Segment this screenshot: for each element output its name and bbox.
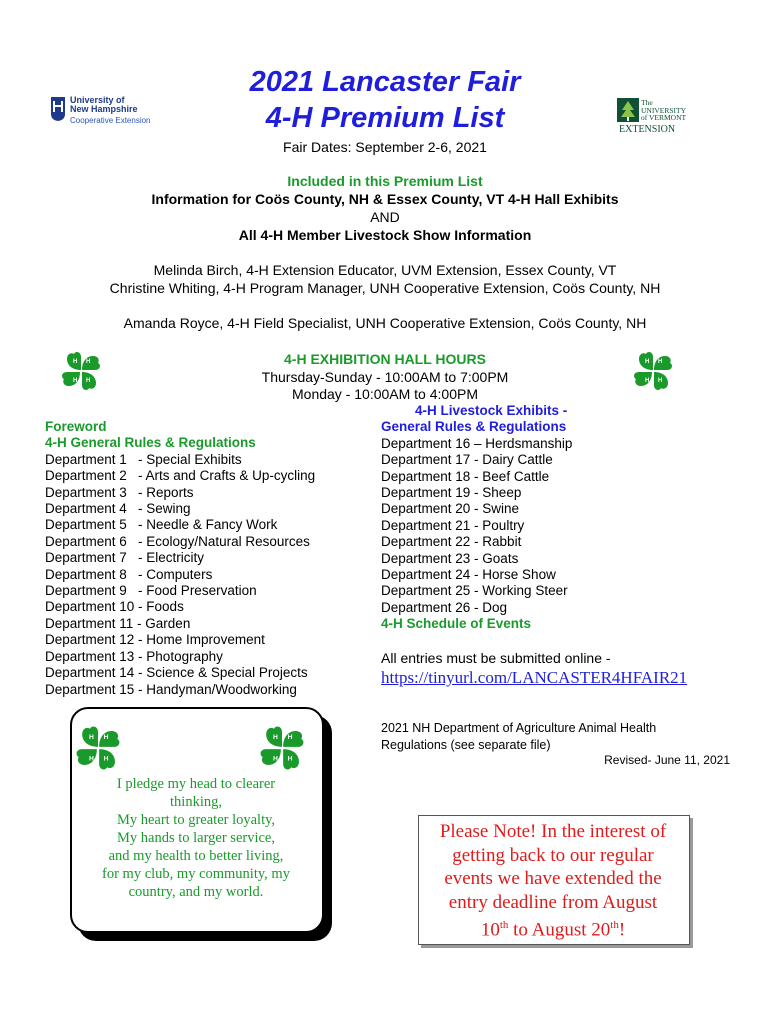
note-line: entry deadline from August — [448, 891, 658, 913]
list-item: Department 7 - Electricity — [45, 550, 205, 566]
list-item: Department 20 - Swine — [381, 501, 520, 517]
list-item: Department 15 - Handyman/Woodworking — [45, 681, 297, 697]
title-line2: 4-H Premium List — [265, 102, 505, 134]
list-item: Department 8 - Computers — [45, 566, 213, 582]
hours-line1: Thursday-Sunday - 10:00AM to 7:00PM — [261, 369, 509, 385]
pledge-line: for my club, my community, my — [102, 866, 290, 882]
svg-text:H: H — [73, 359, 78, 365]
svg-text:H: H — [103, 755, 109, 763]
svg-text:H: H — [658, 378, 663, 384]
svg-text:H: H — [73, 378, 78, 384]
included-line1: Information for Coös County, NH & Essex County, VT 4-H Hall Exhibits — [151, 191, 619, 207]
list-item: Department 2 - Arts and Crafts & Up-cycling — [45, 468, 316, 484]
unh-line3: Cooperative Extension — [70, 116, 151, 125]
four-h-clover-icon — [72, 722, 124, 774]
svg-text:H: H — [103, 733, 109, 741]
ag-dept-line1: 2021 NH Department of Agriculture Animal Health — [381, 721, 657, 735]
general-rules-heading: 4-H General Rules & Regulations — [45, 435, 256, 451]
list-item: Department 1 - Special Exhibits — [45, 451, 242, 467]
svg-text:H: H — [86, 378, 91, 384]
svg-text:H: H — [88, 733, 94, 741]
staff-line3: Amanda Royce, 4-H Field Specialist, UNH Cooperative Extension, Coös County, NH — [123, 315, 647, 331]
ag-dept-line2: Regulations (see separate file) — [381, 738, 551, 752]
livestock-rules-heading: General Rules & Regulations — [381, 419, 567, 435]
foreword-heading: Foreword — [45, 419, 107, 434]
included-line3: All 4-H Member Livestock Show Information — [238, 227, 532, 243]
livestock-heading: 4-H Livestock Exhibits - — [415, 403, 568, 418]
pledge-text — [80, 775, 312, 901]
list-item: Department 6 - Ecology/Natural Resources — [45, 533, 310, 549]
list-item: Department 25 - Working Steer — [381, 583, 568, 599]
svg-text:H: H — [272, 755, 278, 763]
pledge-line: My hands to larger service, — [117, 830, 275, 846]
fair-dates: Fair Dates: September 2-6, 2021 — [283, 139, 487, 155]
included-line2: AND — [370, 209, 400, 225]
list-item: Department 17 - Dairy Cattle — [381, 452, 553, 468]
svg-text:H: H — [287, 755, 293, 763]
list-item: Department 3 - Reports — [45, 484, 194, 500]
unh-line2: New Hampshire — [70, 104, 138, 114]
svg-text:H: H — [287, 733, 293, 741]
note-line: getting back to our regular — [452, 844, 654, 866]
uvm-line2: UNIVERSITY — [641, 105, 686, 115]
list-item: Department 24 - Horse Show — [381, 567, 556, 583]
list-item: Department 9 - Food Preservation — [45, 583, 257, 599]
note-line: 10th to August 20th! — [480, 919, 626, 941]
title-line1: 2021 Lancaster Fair — [249, 66, 521, 98]
note-line: Please Note! In the interest of — [439, 821, 667, 842]
list-item: Department 19 - Sheep — [381, 485, 522, 501]
entries-text: All entries must be submitted online - — [381, 650, 611, 666]
uvm-line4: EXTENSION — [619, 124, 676, 135]
unh-line1: University of — [70, 95, 125, 105]
left-department-list — [45, 419, 365, 698]
svg-text:H: H — [88, 755, 94, 763]
list-item: Department 4 - Sewing — [45, 501, 191, 517]
entries-link[interactable]: https://tinyurl.com/LANCASTER4HFAIR21 — [381, 668, 688, 687]
staff-line2: Christine Whiting, 4-H Program Manager, UNH Cooperative Extension, Coös County, NH — [109, 280, 661, 296]
list-item: Department 5 - Needle & Fancy Work — [45, 517, 278, 533]
right-department-list — [381, 403, 681, 633]
svg-text:H: H — [272, 733, 278, 741]
pledge-line: I pledge my head to clearer — [116, 776, 276, 792]
pledge-line: and my health to better living, — [108, 848, 284, 864]
uvm-line1: The — [641, 98, 653, 107]
four-h-clover-icon — [256, 722, 308, 774]
list-item: Department 12 - Home Improvement — [45, 632, 265, 648]
list-item: Department 10 - Foods — [45, 599, 184, 615]
hours-line2: Monday - 10:00AM to 4:00PM — [292, 386, 478, 402]
list-item: Department 26 - Dog — [381, 599, 508, 615]
list-item: Department 22 - Rabbit — [381, 534, 522, 550]
note-text — [420, 820, 686, 942]
list-item: Department 23 - Goats — [381, 550, 519, 566]
svg-text:H: H — [658, 359, 663, 365]
pledge-line: country, and my world. — [128, 884, 264, 900]
svg-text:H: H — [645, 378, 650, 384]
svg-text:H: H — [86, 359, 91, 365]
schedule-heading: 4-H Schedule of Events — [381, 616, 532, 632]
revised-date: Revised- June 11, 2021 — [604, 753, 730, 767]
hours-heading: 4-H EXHIBITION HALL HOURS — [284, 351, 486, 367]
list-item: Department 21 - Poultry — [381, 517, 525, 533]
list-item: Department 13 - Photography — [45, 648, 223, 664]
uvm-line3: of VERMONT — [641, 113, 687, 122]
pledge-line: My heart to greater loyalty, — [116, 812, 276, 828]
pledge-line: thinking, — [170, 794, 222, 810]
list-item: Department 11 - Garden — [45, 615, 191, 631]
staff-line1: Melinda Birch, 4-H Extension Educator, UVM Extension, Essex County, VT — [153, 262, 617, 278]
list-item: Department 14 - Science & Special Projects — [45, 665, 308, 681]
note-line: events we have extended the — [444, 868, 662, 889]
included-heading: Included in this Premium List — [287, 173, 483, 189]
list-item: Department 16 – Herdsmanship — [381, 435, 573, 451]
svg-text:H: H — [645, 359, 650, 365]
list-item: Department 18 - Beef Cattle — [381, 468, 550, 484]
